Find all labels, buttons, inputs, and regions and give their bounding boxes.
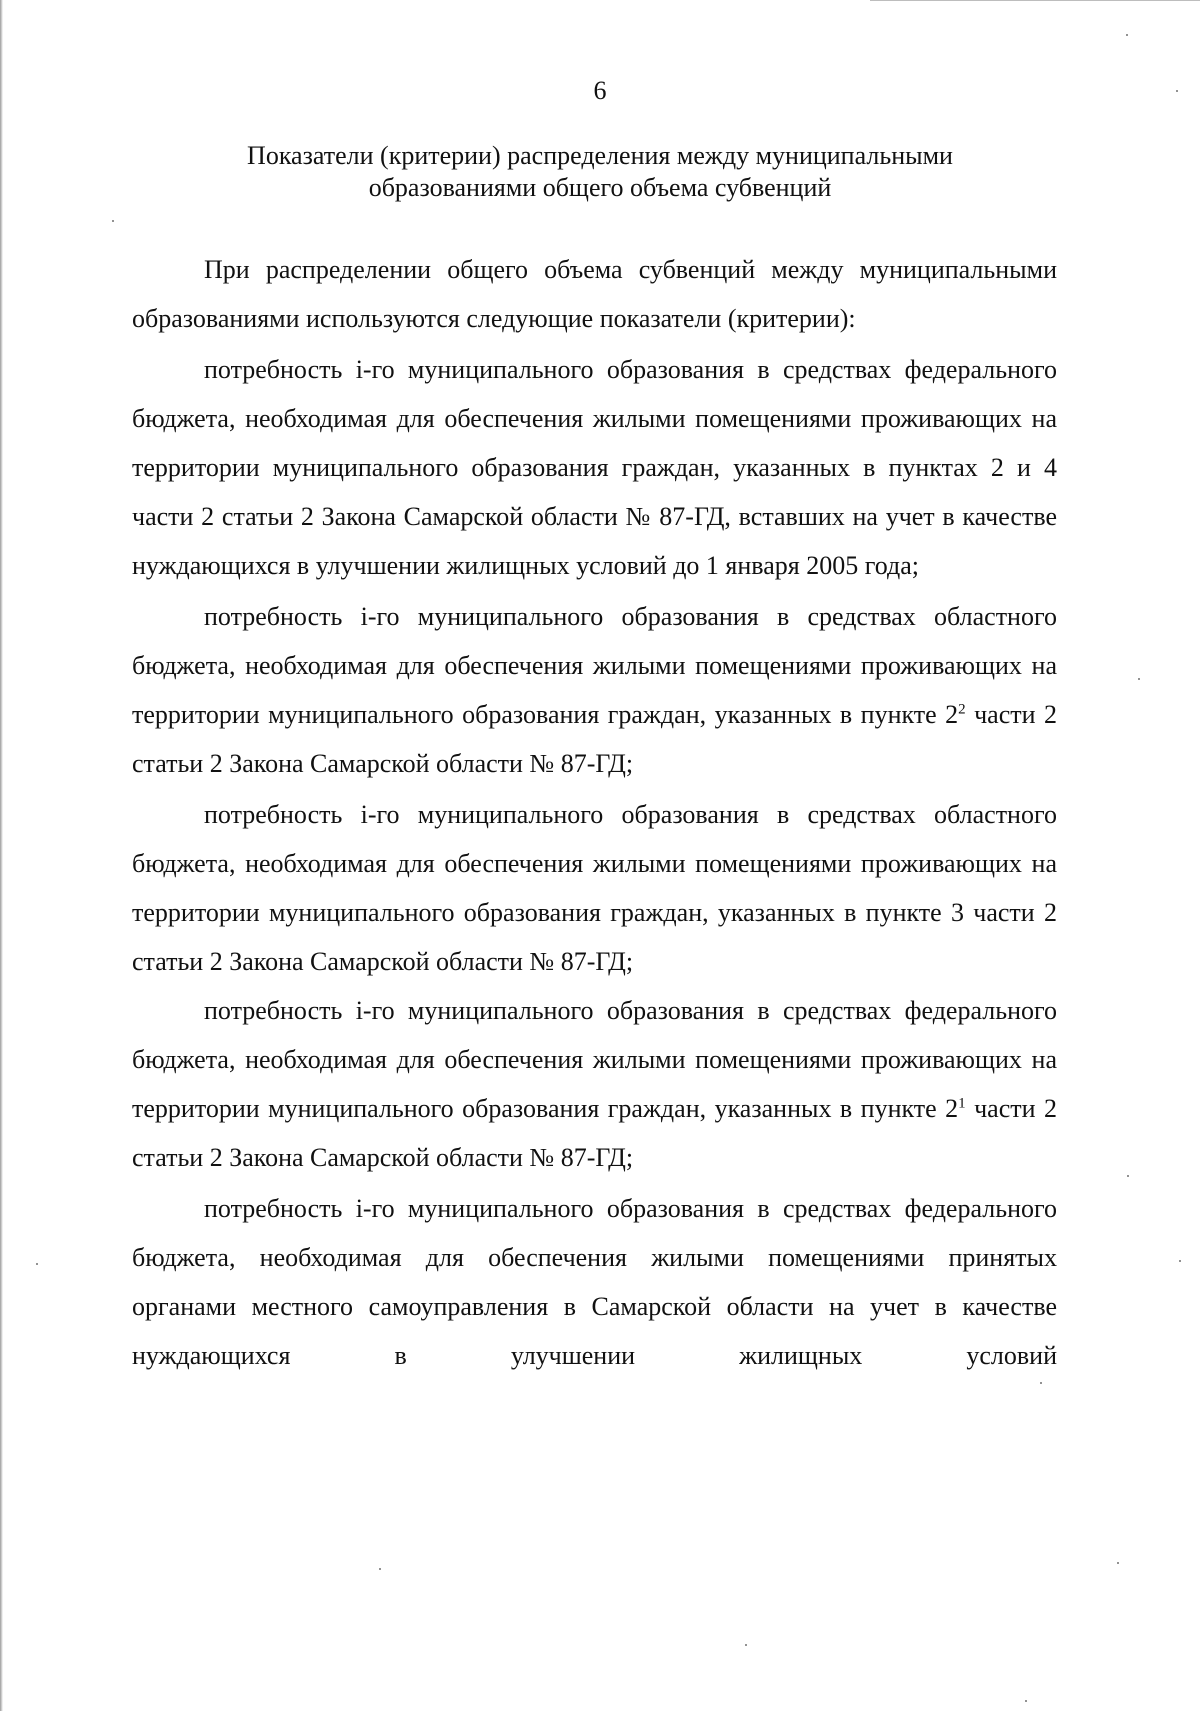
scan-edge-shadow — [0, 0, 3, 1711]
intro-paragraph: При распределении общего объема субвенций между муниципальными образованиями используются следующие показатели (критерии): — [132, 255, 1057, 333]
criterion-2-superscript: 2 — [958, 701, 966, 718]
scan-speck — [379, 1568, 381, 1570]
criterion-paragraph-3: потребность i-го муниципального образования в средствах областного бюджета, необходимая для обеспечения жилыми помещениями проживающих на территории муниципального образования граждан, указанных в пункте 3 части 2 статьи 2 Закона Самарской области № 87-ГД; — [132, 800, 1057, 976]
scan-speck — [1117, 1562, 1119, 1564]
scan-speck — [1138, 678, 1140, 680]
scan-speck — [1179, 1260, 1181, 1262]
criterion-4-superscript: 1 — [958, 1095, 966, 1112]
page-number: 6 — [593, 76, 607, 105]
document-title — [160, 140, 1040, 204]
scan-speck — [36, 1263, 38, 1265]
scan-speck — [1127, 1175, 1129, 1177]
scan-speck — [1040, 1382, 1042, 1384]
criterion-4-text-before: потребность i-го муниципального образования в средствах федерального бюджета, необходимая для обеспечения жилыми помещениями проживающих на территории муниципального образования граждан, указанных в пункте 2 — [132, 996, 1057, 1123]
criterion-2-text-before: потребность i-го муниципального образования в средствах областного бюджета, необходимая для обеспечения жилыми помещениями проживающих на территории муниципального образования граждан, указанных в пункте 2 — [132, 602, 1057, 729]
criterion-paragraph-5: потребность i-го муниципального образования в средствах федерального бюджета, необходимая для обеспечения жилыми помещениями принятых органами местного самоуправления в Самарской области на учет в качестве нуждающихся в улучшении жилищных условий — [132, 1194, 1057, 1370]
scan-speck — [112, 220, 114, 222]
criterion-4-text-after: части 2 статьи 2 Закона Самарской области № 87-ГД; — [132, 1094, 1057, 1172]
scan-top-rule — [870, 0, 1200, 1]
scan-speck — [745, 1644, 747, 1646]
criterion-paragraph-2 — [132, 592, 1057, 788]
title-line-1: Показатели (критерии) распределения между муниципальными — [247, 141, 953, 170]
title-line-2: образованиями общего объема субвенций — [368, 173, 832, 202]
scan-speck — [1126, 34, 1128, 36]
criterion-paragraph-1: потребность i-го муниципального образования в средствах федерального бюджета, необходимая для обеспечения жилыми помещениями проживающих на территории муниципального образования граждан, указанных в пунктах 2 и 4 части 2 статьи 2 Закона Самарской области № 87-ГД, вставших на учет в качестве нуждающихся в улучшении жилищных условий до 1 января 2005 года; — [132, 355, 1057, 580]
scan-speck — [1025, 1700, 1027, 1702]
scan-speck — [1176, 90, 1178, 92]
criterion-paragraph-4 — [132, 986, 1057, 1182]
document-body — [132, 245, 1057, 1380]
criterion-2-text-after: части 2 статьи 2 Закона Самарской области № 87-ГД; — [132, 700, 1057, 778]
